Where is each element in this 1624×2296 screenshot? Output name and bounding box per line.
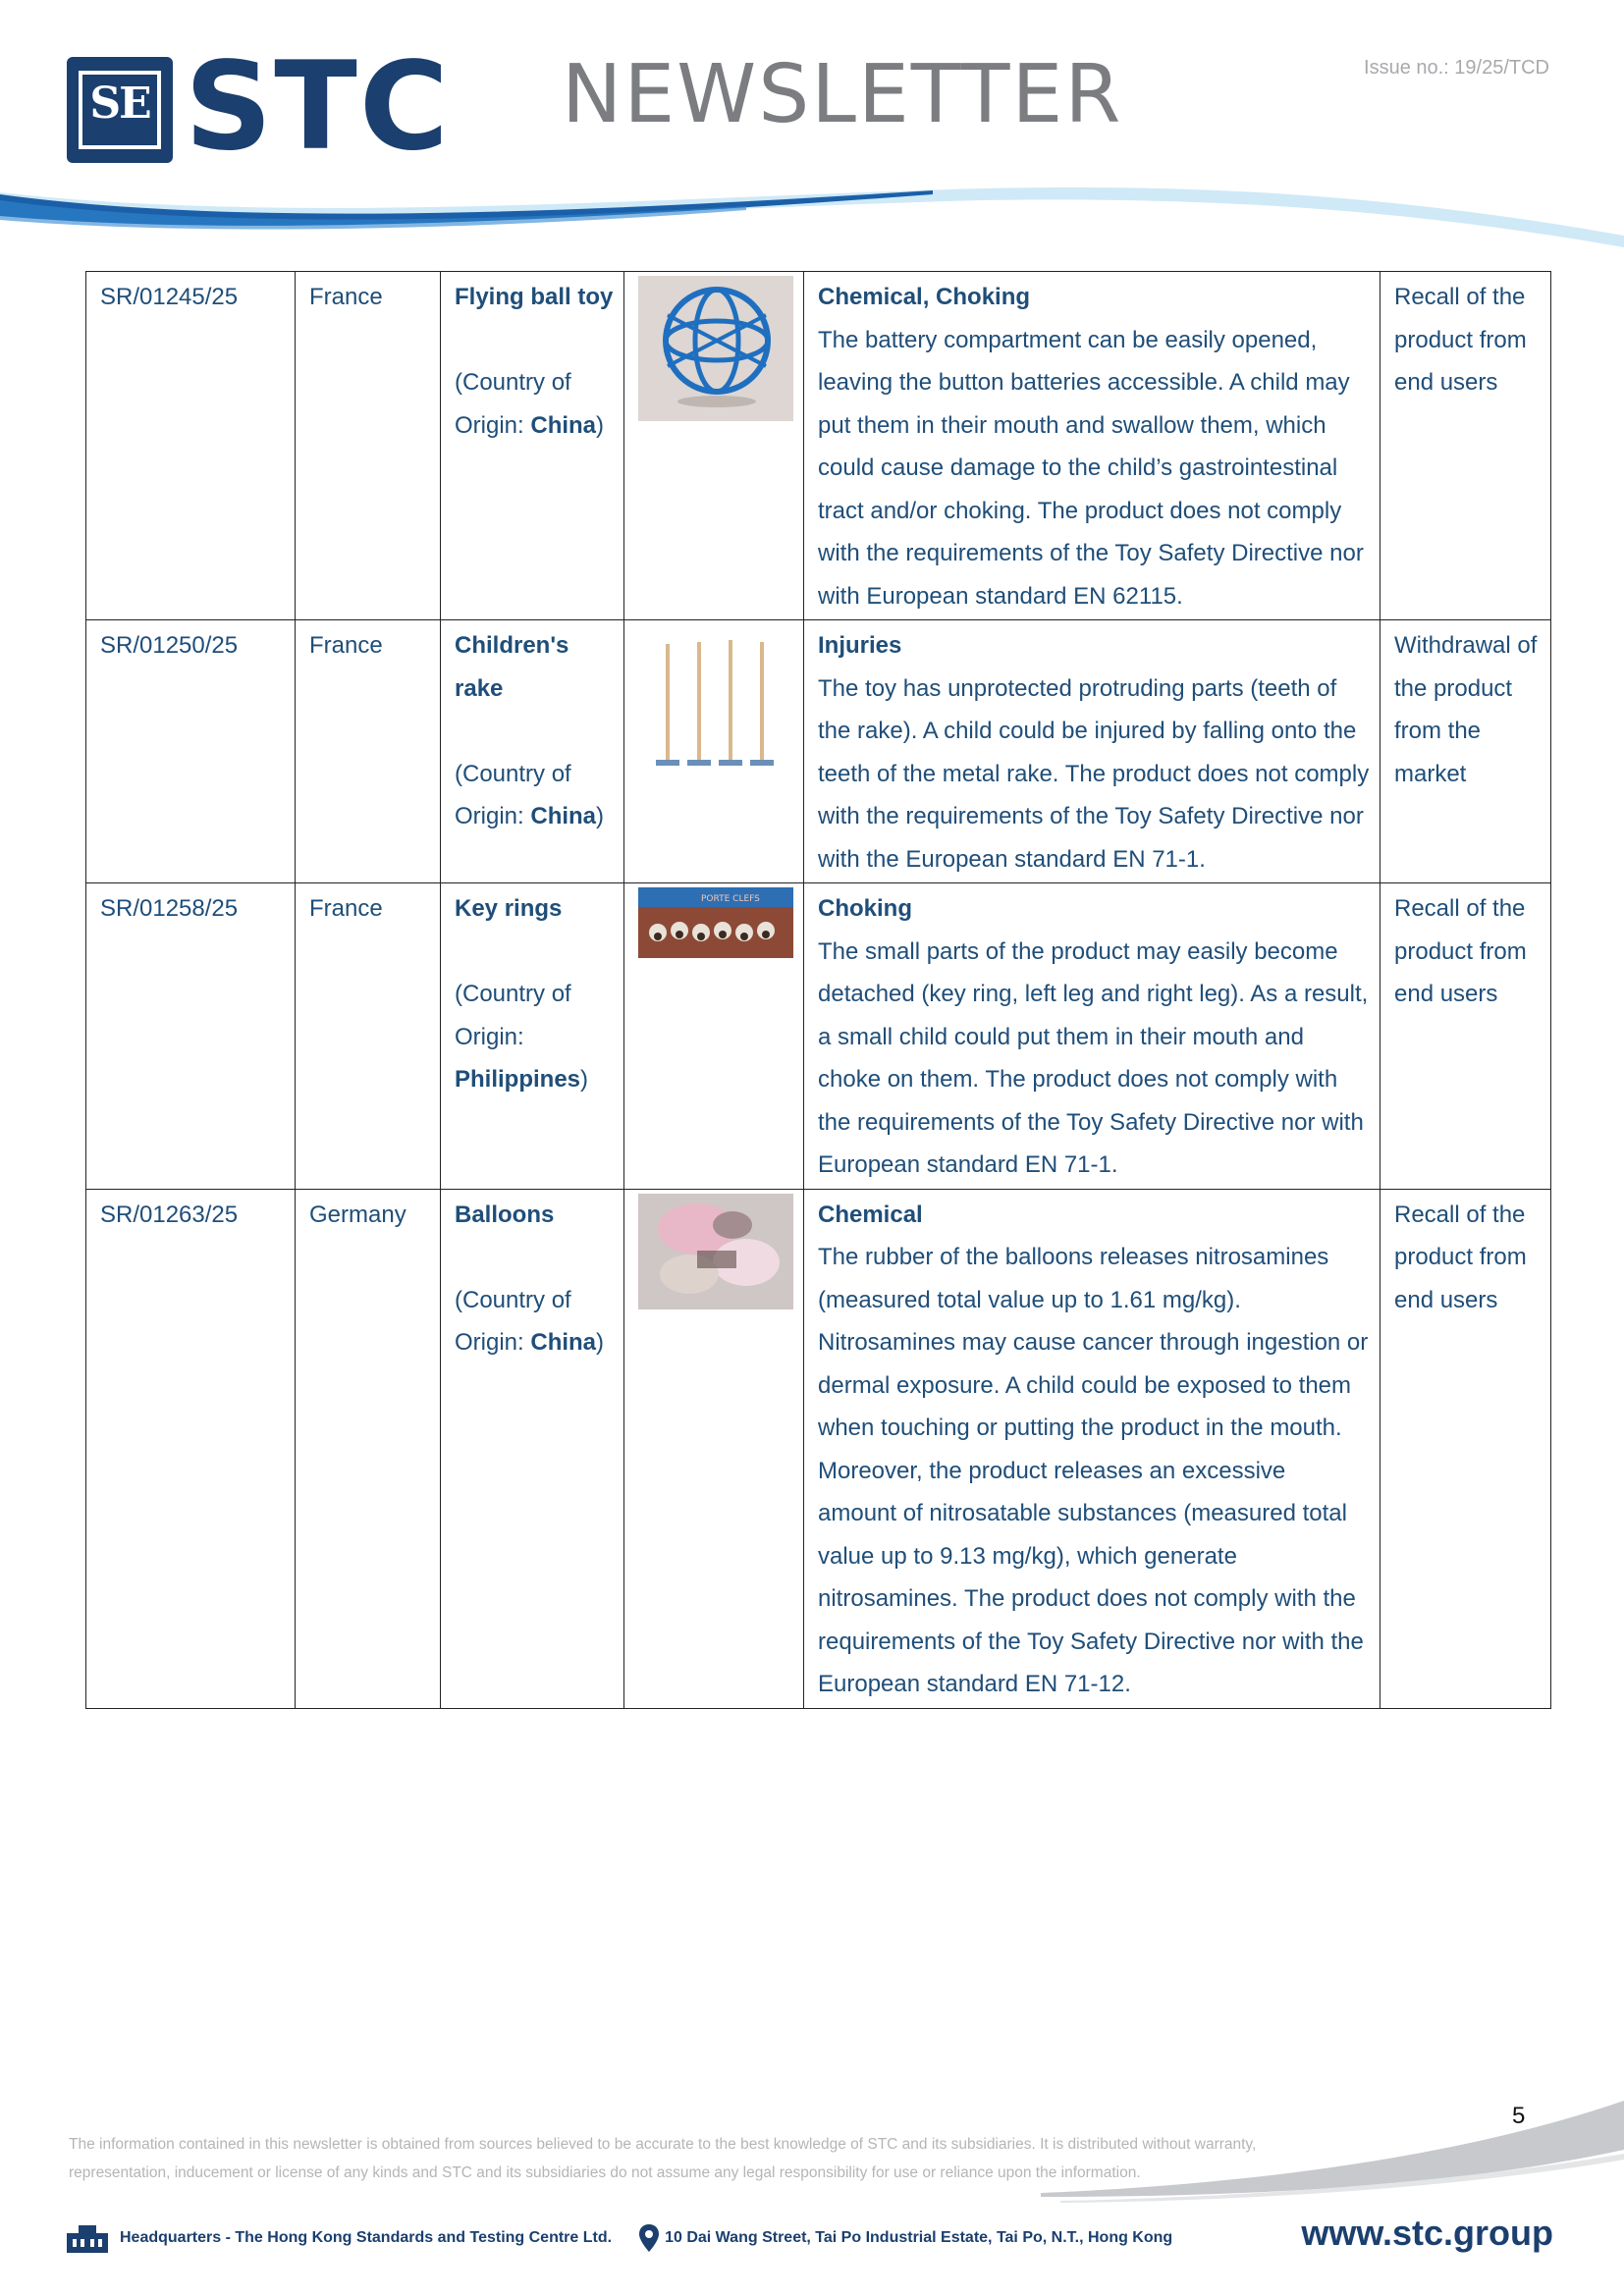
product-name: Flying ball toy — [455, 284, 614, 310]
notifying-country: France — [309, 895, 383, 922]
ref-cell — [86, 883, 296, 1190]
location-pin-icon — [639, 2224, 659, 2252]
hazard-cell — [804, 272, 1380, 620]
table-row — [86, 1189, 1551, 1708]
origin-country: China — [530, 803, 597, 829]
image-cell — [624, 1189, 804, 1708]
table-row — [86, 620, 1551, 883]
product-cell — [441, 272, 624, 620]
website-link[interactable]: www.stc.group — [1301, 2213, 1553, 2253]
hazard-cell — [804, 620, 1380, 883]
logo-wordmark: STC — [185, 36, 451, 178]
header-swoosh — [0, 177, 1624, 265]
ref-cell — [86, 272, 296, 620]
reference-number: SR/01245/25 — [100, 284, 239, 310]
origin-label: (Country of Origin: — [455, 981, 571, 1050]
measure-text: Recall of the product from end users — [1394, 1201, 1527, 1313]
origin-close: ) — [580, 1066, 589, 1093]
reference-number: SR/01263/25 — [100, 1201, 239, 1228]
ref-cell — [86, 620, 296, 883]
origin-label: (Country of Origin: — [455, 1286, 571, 1356]
measure-cell — [1380, 883, 1551, 1190]
address-text: 10 Dai Wang Street, Tai Po Industrial Estate, Tai Po, N.T., Hong Kong — [665, 2229, 1173, 2246]
origin-close: ) — [596, 411, 605, 439]
reference-number: SR/01258/25 — [100, 895, 239, 922]
hazard-type: Injuries — [818, 632, 902, 659]
table-row — [86, 272, 1551, 620]
origin-close: ) — [596, 1329, 605, 1356]
recall-table — [85, 271, 1551, 1709]
country-cell — [296, 883, 441, 1190]
country-cell — [296, 620, 441, 883]
product-cell — [441, 1189, 624, 1708]
svg-text:PORTE CLEFS: PORTE CLEFS — [701, 894, 760, 904]
page-number: 5 — [1512, 2103, 1526, 2129]
origin-country: China — [530, 411, 597, 439]
origin-close: ) — [596, 803, 605, 829]
flying-ball-photo — [638, 276, 793, 421]
table-row — [86, 883, 1551, 1190]
logo-mark-letters: SE — [89, 79, 150, 129]
origin-label: (Country of Origin: — [455, 369, 571, 439]
hazard-description: The battery compartment can be easily opened, leaving the button batteries accessible. A child may put them in their mouth and swallow them, which could cause damage to the child’s gastrointestinal tract and/or choking. The product does not comply with the requirements of the Toy Safety Directive nor with European standard EN 62115. — [818, 326, 1364, 610]
hazard-cell — [804, 1189, 1380, 1708]
measure-cell — [1380, 620, 1551, 883]
key-rings-photo — [638, 887, 793, 958]
hazard-type: Choking — [818, 895, 912, 922]
country-cell — [296, 272, 441, 620]
measure-text: Withdrawal of the product from the market — [1394, 632, 1538, 787]
product-cell — [441, 620, 624, 883]
measure-cell — [1380, 1189, 1551, 1708]
product-name: Balloons — [455, 1201, 555, 1228]
origin-country: China — [530, 1329, 597, 1356]
notifying-country: France — [309, 284, 383, 310]
issue-number: Issue no.: 19/25/TCD — [1364, 57, 1549, 79]
notifying-country: Germany — [309, 1201, 406, 1228]
headquarters-text: Headquarters - The Hong Kong Standards and Testing Centre Ltd. — [120, 2229, 613, 2246]
balloons-photo — [638, 1194, 793, 1309]
hazard-description: The rubber of the balloons releases nitrosamines (measured total value up to 1.61 mg/kg). Nitrosamines may cause cancer through ingestion or dermal exposure. A child could be exposed to them when touching or putting the product in the mouth. Moreover, the product releases an excessive amount of nitrosatable substances (measured total value up to 9.13 mg/kg), which generate nitrosamines. The product does not comply with the requirements of the Toy Safety Directive nor with the European standard EN 71-12. — [818, 1244, 1369, 1697]
headquarters-bar — [65, 2220, 1172, 2256]
hazard-cell — [804, 883, 1380, 1190]
page-title: NEWSLETTER — [562, 48, 1123, 141]
product-name: Key rings — [455, 895, 563, 922]
reference-number: SR/01250/25 — [100, 632, 239, 659]
hazard-description: The toy has unprotected protruding parts (teeth of the rake). A child could be injured by falling onto the teeth of the metal rake. The product does not comply with the requirements of the Toy Safety Directive nor with the European standard EN 71-1. — [818, 674, 1370, 873]
image-cell — [624, 883, 804, 1190]
building-icon — [65, 2223, 110, 2253]
image-cell — [624, 620, 804, 883]
country-cell — [296, 1189, 441, 1708]
hazard-type: Chemical — [818, 1201, 923, 1228]
stc-logo-mark — [67, 57, 173, 163]
origin-label: (Country of Origin: — [455, 760, 571, 829]
origin-country: Philippines — [455, 1066, 581, 1093]
ref-cell — [86, 1189, 296, 1708]
product-cell — [441, 883, 624, 1190]
measure-text: Recall of the product from end users — [1394, 895, 1527, 1007]
notifying-country: France — [309, 632, 383, 659]
product-name: Children's rake — [455, 632, 569, 702]
measure-cell — [1380, 272, 1551, 620]
disclaimer: The information contained in this newsletter is obtained from sources believed to be accurate to the best knowledge of STC and its subsidiaries. It is distributed without warranty, representation, inducement or license of any kinds and STC and its subsidiaries do not assume any legal responsibility for use or reliance upon the information. — [69, 2136, 1257, 2181]
hazard-description: The small parts of the product may easily become detached (key ring, left leg and right leg). As a result, a small child could put them in their mouth and choke on them. The product does not comply with the requirements of the Toy Safety Directive nor with European standard EN 71-1. — [818, 937, 1369, 1178]
measure-text: Recall of the product from end users — [1394, 284, 1527, 396]
image-cell — [624, 272, 804, 620]
hazard-type: Chemical, Choking — [818, 284, 1031, 310]
rake-photo — [638, 624, 793, 770]
